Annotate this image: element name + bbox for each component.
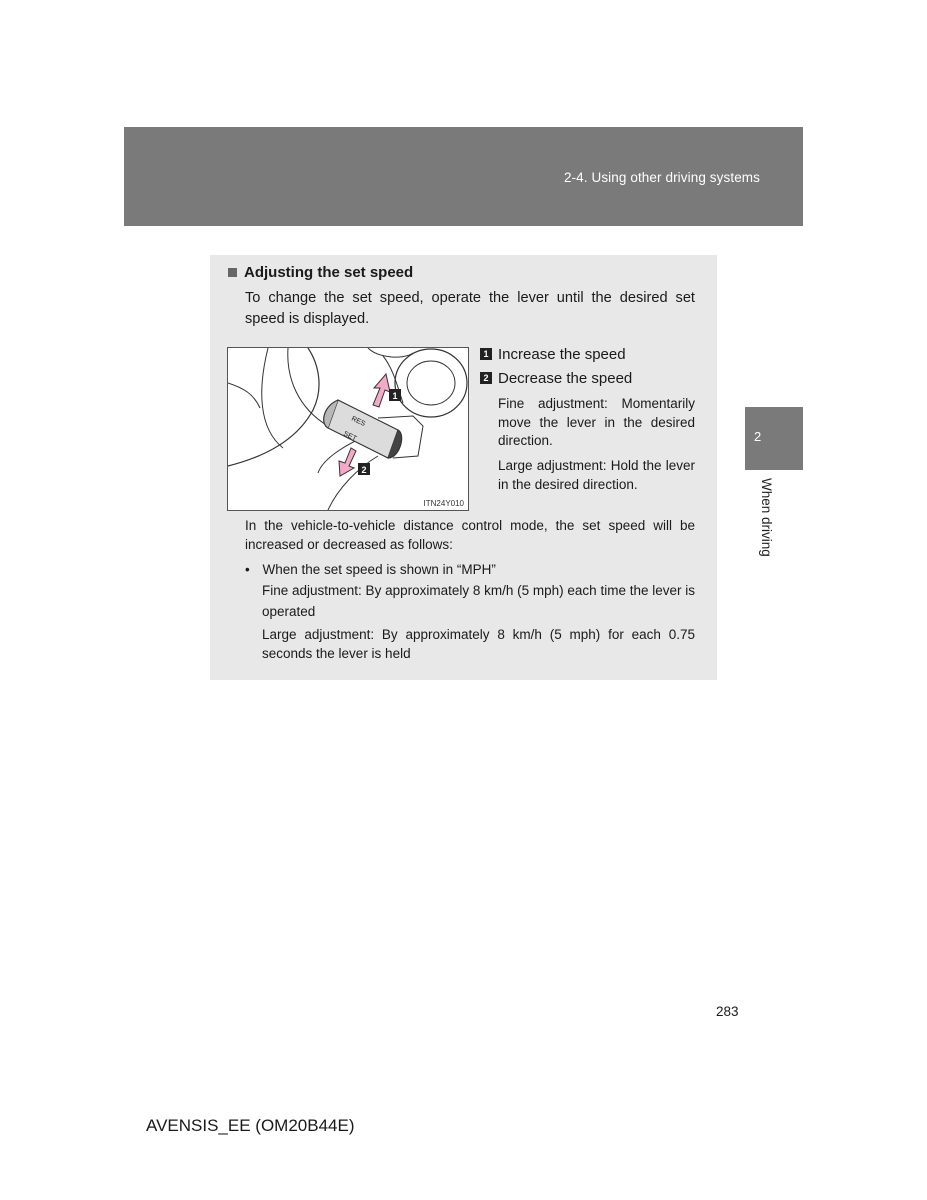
step-increase <box>480 342 632 366</box>
fine-adjustment-text: Fine adjustment: Momentarily move the lever in the desired direction. <box>498 396 695 448</box>
section-heading-text: Adjusting the set speed <box>244 264 414 281</box>
chapter-number: 2 <box>754 429 762 444</box>
chapter-section-label: When driving <box>759 478 774 557</box>
mph-fine-adjustment: Fine adjustment: By approximately 8 km/h (5 mph) each time the lever is operated <box>262 583 695 619</box>
step-list <box>480 342 632 390</box>
chapter-title: 2-4. Using other driving systems <box>563 170 760 185</box>
lever-drawing <box>228 348 468 510</box>
header-band <box>124 127 803 226</box>
intro-text: To change the set speed, operate the lever until the desired set speed is displayed. <box>245 290 695 327</box>
callout-2-label: 2 <box>361 465 367 475</box>
set-label: SET <box>342 430 358 443</box>
lever-illustration <box>227 347 469 511</box>
content-box <box>210 255 717 680</box>
step-number-2: 2 <box>480 372 492 384</box>
bullet-marker: • <box>245 562 250 577</box>
mph-bullet <box>245 560 496 579</box>
res-label: RES <box>350 415 367 428</box>
illustration-code: ITN24Y010 <box>423 499 464 508</box>
chapter-tab <box>745 407 803 470</box>
page-number: 283 <box>716 1004 739 1019</box>
step-number-1: 1 <box>480 348 492 360</box>
step-decrease <box>480 366 632 390</box>
distance-mode-note: In the vehicle-to-vehicle distance control mode, the set speed will be increased or decreased as follows: <box>245 518 695 552</box>
callout-1-label: 1 <box>392 391 398 401</box>
section-heading <box>228 264 413 281</box>
step-label: Decrease the speed <box>498 369 633 387</box>
footer-manual-code: AVENSIS_EE (OM20B44E) <box>146 1116 355 1135</box>
square-bullet-icon <box>228 268 237 277</box>
bullet-label: When the set speed is shown in “MPH” <box>262 562 496 577</box>
large-adjustment-text: Large adjustment: Hold the lever in the desired direction. <box>498 458 695 492</box>
step-label: Increase the speed <box>498 345 626 363</box>
mph-large-adjustment: Large adjustment: By approximately 8 km/h (5 mph) for each 0.75 seconds the lever is held <box>262 627 695 661</box>
